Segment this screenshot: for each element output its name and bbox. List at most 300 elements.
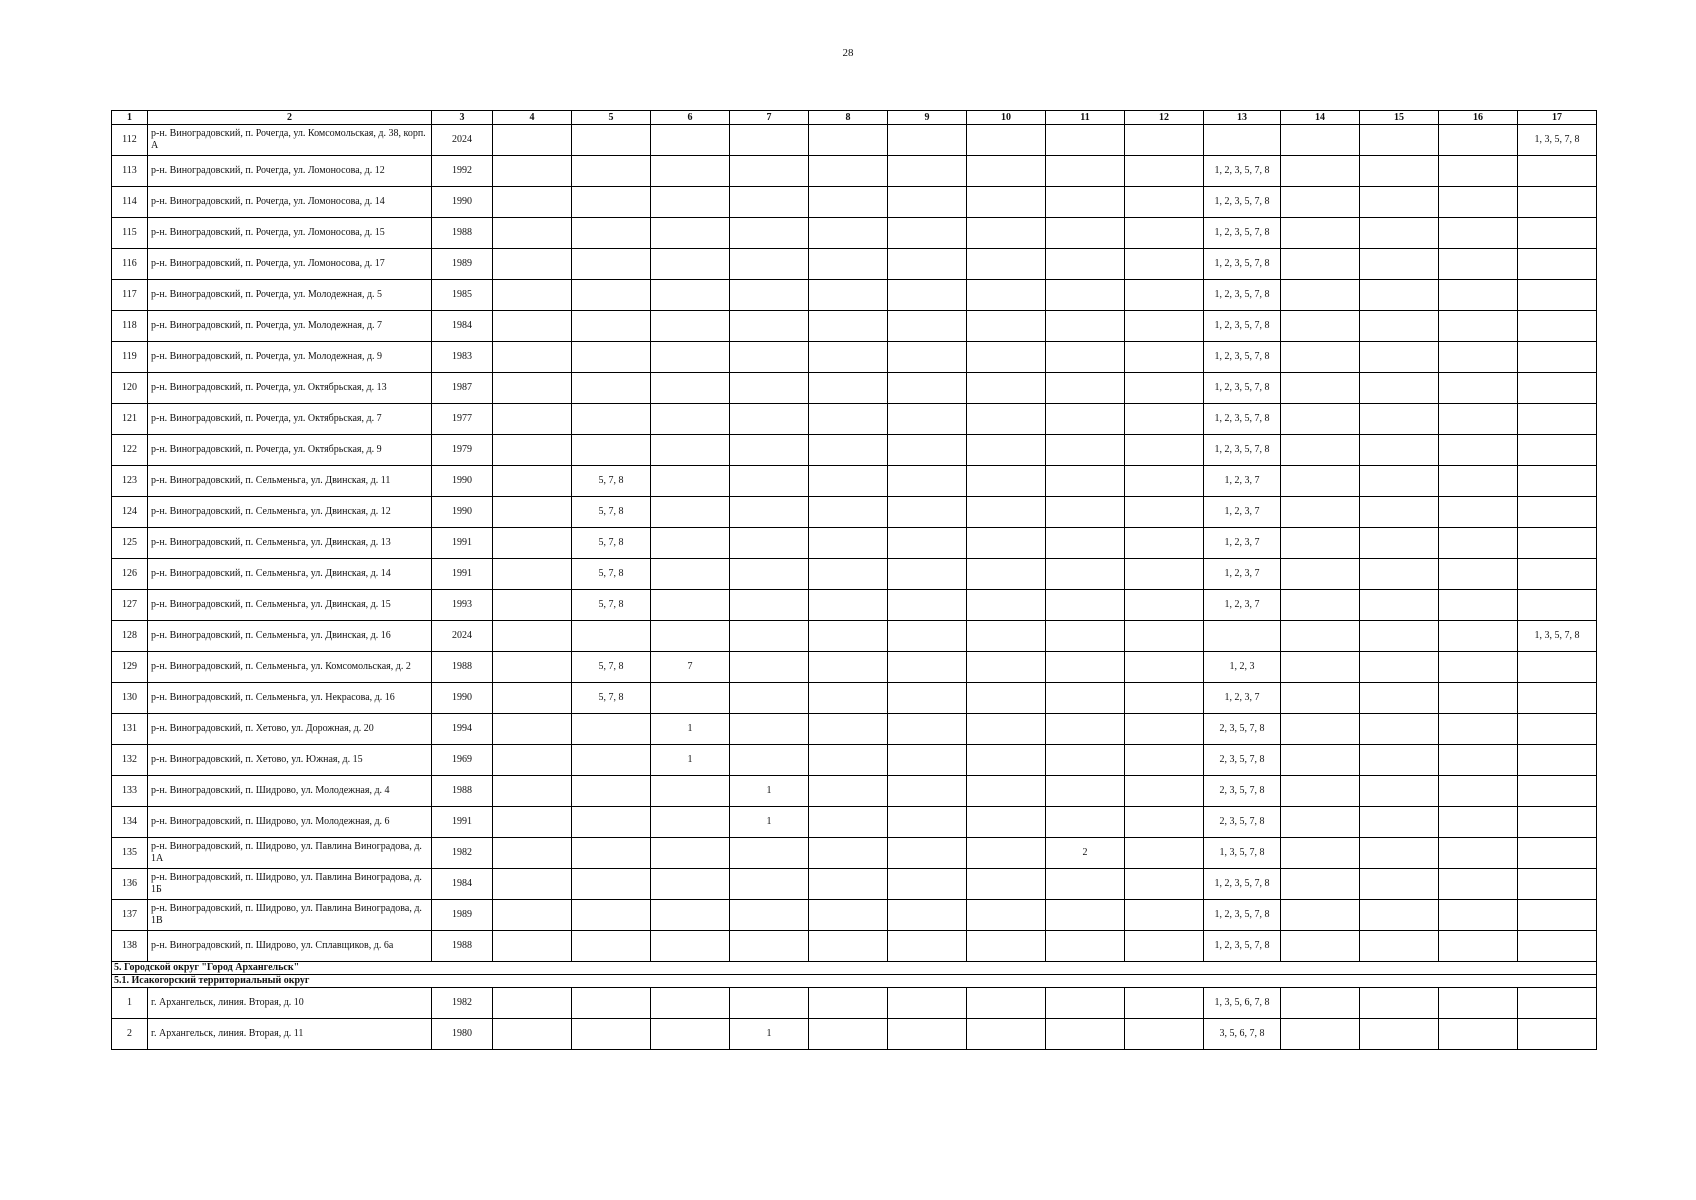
table-cell: [651, 621, 730, 652]
address-cell: р-н. Виноградовский, п. Рочегда, ул. Ломоносова, д. 14: [148, 187, 432, 218]
table-cell: [888, 745, 967, 776]
table-cell: 1980: [432, 1019, 493, 1050]
table-row: [112, 1019, 1597, 1050]
table-cell: [1518, 497, 1597, 528]
table-cell: 137: [112, 900, 148, 931]
table-cell: [493, 466, 572, 497]
table-cell: [1360, 497, 1439, 528]
table-cell: [888, 1019, 967, 1050]
table-cell: [809, 435, 888, 466]
column-header-9: 9: [888, 111, 967, 125]
table-cell: [493, 342, 572, 373]
table-cell: [493, 280, 572, 311]
table-cell: 1982: [432, 838, 493, 869]
table-cell: [1439, 435, 1518, 466]
table-cell: [967, 373, 1046, 404]
column-header-15: 15: [1360, 111, 1439, 125]
table-row: [112, 869, 1597, 900]
table-cell: [809, 466, 888, 497]
table-cell: [967, 342, 1046, 373]
table-cell: [809, 249, 888, 280]
table-cell: [967, 497, 1046, 528]
table-row: [112, 342, 1597, 373]
table-row: [112, 373, 1597, 404]
table-cell: [1281, 280, 1360, 311]
address-cell: р-н. Виноградовский, п. Сельменьга, ул. Двинская, д. 12: [148, 497, 432, 528]
table-cell: 127: [112, 590, 148, 621]
table-cell: [572, 342, 651, 373]
table-cell: [730, 900, 809, 931]
table-cell: [967, 745, 1046, 776]
table-row: [112, 745, 1597, 776]
table-cell: [572, 838, 651, 869]
table-cell: [888, 988, 967, 1019]
table-cell: [493, 559, 572, 590]
table-cell: [1439, 156, 1518, 187]
address-cell: р-н. Виноградовский, п. Рочегда, ул. Ломоносова, д. 12: [148, 156, 432, 187]
table-cell: 1, 3, 5, 7, 8: [1518, 621, 1597, 652]
table-row: [112, 838, 1597, 869]
table-row: [112, 988, 1597, 1019]
table-cell: [1125, 559, 1204, 590]
table-cell: [809, 280, 888, 311]
table-cell: 5, 7, 8: [572, 559, 651, 590]
table-cell: [493, 125, 572, 156]
table-cell: [1281, 931, 1360, 962]
table-cell: [888, 404, 967, 435]
table-cell: 113: [112, 156, 148, 187]
table-cell: [809, 187, 888, 218]
address-cell: р-н. Виноградовский, п. Рочегда, ул. Октябрьская, д. 7: [148, 404, 432, 435]
table-cell: [730, 466, 809, 497]
table-cell: [1125, 683, 1204, 714]
table-cell: [1518, 528, 1597, 559]
table-cell: [651, 373, 730, 404]
table-cell: [1125, 621, 1204, 652]
table-cell: [1125, 1019, 1204, 1050]
table-cell: [1125, 714, 1204, 745]
address-cell: г. Архангельск, линия. Вторая, д. 10: [148, 988, 432, 1019]
table-cell: [967, 311, 1046, 342]
table-cell: [1281, 466, 1360, 497]
table-cell: [1125, 869, 1204, 900]
table-cell: 1, 2, 3, 5, 7, 8: [1204, 187, 1281, 218]
table-cell: [651, 807, 730, 838]
table-cell: [967, 683, 1046, 714]
table-cell: [1518, 931, 1597, 962]
table-cell: [1281, 311, 1360, 342]
table-cell: [1125, 125, 1204, 156]
table-cell: [1439, 404, 1518, 435]
table-cell: 138: [112, 931, 148, 962]
table-cell: [1439, 869, 1518, 900]
table-cell: [1360, 187, 1439, 218]
table-cell: 2: [112, 1019, 148, 1050]
table-cell: 5, 7, 8: [572, 466, 651, 497]
table-cell: 129: [112, 652, 148, 683]
table-row: [112, 435, 1597, 466]
table-cell: 136: [112, 869, 148, 900]
table-cell: 1: [112, 988, 148, 1019]
table-cell: [1439, 931, 1518, 962]
table-cell: [1439, 900, 1518, 931]
table-cell: 1989: [432, 249, 493, 280]
table-cell: [572, 931, 651, 962]
table-cell: [572, 869, 651, 900]
table-cell: [651, 1019, 730, 1050]
table-cell: [1518, 311, 1597, 342]
address-cell: р-н. Виноградовский, п. Шидрово, ул. Павлина Виноградова, д. 1Б: [148, 869, 432, 900]
table-cell: [888, 621, 967, 652]
address-cell: р-н. Виноградовский, п. Рочегда, ул. Октябрьская, д. 9: [148, 435, 432, 466]
table-cell: [1125, 311, 1204, 342]
table-cell: [888, 342, 967, 373]
table-cell: [1204, 125, 1281, 156]
table-cell: [1046, 218, 1125, 249]
table-cell: [809, 497, 888, 528]
table-cell: 1, 2, 3, 7: [1204, 528, 1281, 559]
address-cell: р-н. Виноградовский, п. Рочегда, ул. Молодежная, д. 9: [148, 342, 432, 373]
table-cell: [1439, 218, 1518, 249]
column-header-17: 17: [1518, 111, 1597, 125]
table-cell: [809, 838, 888, 869]
table-cell: [1281, 988, 1360, 1019]
table-cell: [1360, 1019, 1439, 1050]
table-cell: [967, 125, 1046, 156]
table-cell: [493, 714, 572, 745]
table-cell: [967, 404, 1046, 435]
table-cell: [1439, 590, 1518, 621]
table-cell: [809, 869, 888, 900]
table-cell: [888, 125, 967, 156]
table-cell: [1125, 776, 1204, 807]
table-cell: [730, 249, 809, 280]
table-row: [112, 559, 1597, 590]
address-cell: р-н. Виноградовский, п. Сельменьга, ул. Двинская, д. 11: [148, 466, 432, 497]
table-cell: [1360, 776, 1439, 807]
table-cell: 5, 7, 8: [572, 528, 651, 559]
table-cell: [730, 559, 809, 590]
table-cell: [1360, 311, 1439, 342]
table-cell: 1, 2, 3, 7: [1204, 466, 1281, 497]
table-cell: 1, 2, 3, 5, 7, 8: [1204, 869, 1281, 900]
table-cell: [1439, 466, 1518, 497]
table-cell: [967, 249, 1046, 280]
table-cell: [730, 590, 809, 621]
table-cell: [730, 838, 809, 869]
table-cell: [888, 714, 967, 745]
table-cell: [1125, 156, 1204, 187]
table-row: [112, 528, 1597, 559]
table-cell: 2, 3, 5, 7, 8: [1204, 776, 1281, 807]
table-cell: [493, 249, 572, 280]
table-cell: 1, 2, 3, 7: [1204, 683, 1281, 714]
table-cell: 132: [112, 745, 148, 776]
table-cell: [572, 249, 651, 280]
table-cell: [730, 311, 809, 342]
table-cell: 1977: [432, 404, 493, 435]
table-cell: 115: [112, 218, 148, 249]
address-cell: р-н. Виноградовский, п. Сельменьга, ул. Некрасова, д. 16: [148, 683, 432, 714]
table-row: [112, 900, 1597, 931]
table-cell: [888, 249, 967, 280]
table-cell: [1125, 249, 1204, 280]
table-cell: [572, 621, 651, 652]
table-cell: [1046, 988, 1125, 1019]
table-cell: [1281, 838, 1360, 869]
table-cell: 1, 2, 3: [1204, 652, 1281, 683]
address-cell: р-н. Виноградовский, п. Сельменьга, ул. Двинская, д. 15: [148, 590, 432, 621]
table-cell: [572, 404, 651, 435]
table-cell: 131: [112, 714, 148, 745]
table-cell: [730, 125, 809, 156]
table-cell: [809, 776, 888, 807]
address-cell: р-н. Виноградовский, п. Рочегда, ул. Ломоносова, д. 15: [148, 218, 432, 249]
table-row: [112, 931, 1597, 962]
table-cell: [493, 988, 572, 1019]
table-cell: 117: [112, 280, 148, 311]
table-cell: [730, 404, 809, 435]
table-cell: 1, 2, 3, 7: [1204, 559, 1281, 590]
table-cell: [1281, 373, 1360, 404]
table-cell: [1360, 683, 1439, 714]
table-cell: 123: [112, 466, 148, 497]
table-cell: [888, 776, 967, 807]
table-cell: 2: [1046, 838, 1125, 869]
table-cell: [1439, 280, 1518, 311]
table-cell: 1983: [432, 342, 493, 373]
table-cell: [888, 931, 967, 962]
table-cell: [1439, 621, 1518, 652]
table-cell: [493, 745, 572, 776]
table-cell: [572, 776, 651, 807]
table-cell: 1979: [432, 435, 493, 466]
table-row: [112, 187, 1597, 218]
table-cell: [493, 311, 572, 342]
address-cell: р-н. Виноградовский, п. Сельменьга, ул. Комсомольская, д. 2: [148, 652, 432, 683]
table-cell: [1439, 559, 1518, 590]
table-cell: [1518, 807, 1597, 838]
table-cell: [730, 373, 809, 404]
table-cell: [1360, 807, 1439, 838]
table-cell: [493, 373, 572, 404]
section-title: 5. Городской округ "Город Архангельск": [112, 962, 1597, 975]
table-cell: [730, 869, 809, 900]
table-cell: [809, 621, 888, 652]
table-cell: [1360, 373, 1439, 404]
table-cell: [1281, 187, 1360, 218]
table-row: [112, 404, 1597, 435]
table-cell: [1046, 404, 1125, 435]
table-cell: [1046, 156, 1125, 187]
table-cell: [493, 590, 572, 621]
table-cell: 1991: [432, 528, 493, 559]
table-cell: [967, 1019, 1046, 1050]
table-cell: [572, 900, 651, 931]
table-cell: 1990: [432, 683, 493, 714]
table-cell: [1046, 776, 1125, 807]
table-cell: [1439, 988, 1518, 1019]
table-cell: [1046, 311, 1125, 342]
address-cell: р-н. Виноградовский, п. Рочегда, ул. Октябрьская, д. 13: [148, 373, 432, 404]
table-cell: 120: [112, 373, 148, 404]
table-cell: [1439, 528, 1518, 559]
address-cell: р-н. Виноградовский, п. Сельменьга, ул. Двинская, д. 13: [148, 528, 432, 559]
table-cell: [888, 683, 967, 714]
table-cell: [493, 528, 572, 559]
table-cell: [967, 218, 1046, 249]
table-cell: [493, 931, 572, 962]
table-cell: 2024: [432, 125, 493, 156]
table-cell: [888, 497, 967, 528]
column-header-8: 8: [809, 111, 888, 125]
table-cell: 1, 2, 3, 7: [1204, 590, 1281, 621]
table-cell: 124: [112, 497, 148, 528]
table-cell: [1439, 683, 1518, 714]
table-cell: [1360, 280, 1439, 311]
table-cell: [1046, 745, 1125, 776]
table-cell: [1204, 621, 1281, 652]
table-cell: [888, 280, 967, 311]
address-cell: г. Архангельск, линия. Вторая, д. 11: [148, 1019, 432, 1050]
table-cell: [967, 621, 1046, 652]
table-cell: [651, 683, 730, 714]
table-cell: [730, 621, 809, 652]
table-cell: 1991: [432, 807, 493, 838]
table-cell: 1984: [432, 311, 493, 342]
table-cell: [1360, 528, 1439, 559]
column-header-7: 7: [730, 111, 809, 125]
table-cell: [651, 218, 730, 249]
address-cell: р-н. Виноградовский, п. Сельменьга, ул. Двинская, д. 16: [148, 621, 432, 652]
table-cell: [888, 218, 967, 249]
table-cell: [967, 869, 1046, 900]
table-cell: [888, 156, 967, 187]
table-cell: [967, 652, 1046, 683]
table-cell: 5, 7, 8: [572, 590, 651, 621]
table-cell: [1518, 342, 1597, 373]
table-cell: [1518, 652, 1597, 683]
table-cell: [651, 466, 730, 497]
table-cell: [1518, 1019, 1597, 1050]
table-cell: [1281, 342, 1360, 373]
table-cell: [1360, 931, 1439, 962]
table-cell: [809, 590, 888, 621]
table-cell: [967, 776, 1046, 807]
table-row: [112, 218, 1597, 249]
column-header-13: 13: [1204, 111, 1281, 125]
table-cell: [1046, 683, 1125, 714]
table-cell: [1046, 342, 1125, 373]
table-cell: 134: [112, 807, 148, 838]
table-cell: [1125, 218, 1204, 249]
table-cell: [651, 187, 730, 218]
table-cell: [1439, 714, 1518, 745]
table-cell: [1518, 559, 1597, 590]
table-row: [112, 156, 1597, 187]
table-cell: [1281, 249, 1360, 280]
table-cell: [1281, 497, 1360, 528]
table-cell: [967, 988, 1046, 1019]
table-cell: [1046, 590, 1125, 621]
table-cell: [809, 218, 888, 249]
table-cell: [730, 931, 809, 962]
table-cell: [730, 528, 809, 559]
table-cell: [651, 931, 730, 962]
table-cell: 1988: [432, 931, 493, 962]
table-cell: [888, 652, 967, 683]
table-cell: [493, 683, 572, 714]
table-row: [112, 249, 1597, 280]
column-header-11: 11: [1046, 111, 1125, 125]
table-cell: [888, 900, 967, 931]
table-cell: [1518, 218, 1597, 249]
table-cell: [1439, 125, 1518, 156]
column-header-4: 4: [493, 111, 572, 125]
table-cell: 1, 2, 3, 5, 7, 8: [1204, 311, 1281, 342]
table-cell: 1987: [432, 373, 493, 404]
table-cell: [1360, 838, 1439, 869]
table-cell: [1125, 590, 1204, 621]
table-cell: [1360, 156, 1439, 187]
table-row: [112, 125, 1597, 156]
table-cell: [730, 745, 809, 776]
table-cell: [651, 156, 730, 187]
table-cell: [1360, 745, 1439, 776]
table-cell: [1125, 988, 1204, 1019]
table-cell: [730, 280, 809, 311]
table-row: [112, 652, 1597, 683]
table-cell: [651, 497, 730, 528]
table-cell: [572, 1019, 651, 1050]
table-cell: [651, 125, 730, 156]
column-header-1: 1: [112, 111, 148, 125]
table-cell: [651, 280, 730, 311]
table-cell: [1360, 218, 1439, 249]
table-cell: [967, 807, 1046, 838]
table-cell: [572, 807, 651, 838]
table-cell: 5, 7, 8: [572, 497, 651, 528]
table-cell: [888, 373, 967, 404]
table-cell: [967, 466, 1046, 497]
table-cell: [572, 187, 651, 218]
table-row: [112, 280, 1597, 311]
table-cell: 1, 2, 3, 5, 7, 8: [1204, 931, 1281, 962]
table-cell: [1281, 807, 1360, 838]
address-cell: р-н. Виноградовский, п. Шидрово, ул. Молодежная, д. 4: [148, 776, 432, 807]
table-cell: [1518, 900, 1597, 931]
table-cell: [651, 869, 730, 900]
table-body: [112, 125, 1597, 1050]
table-cell: [1439, 311, 1518, 342]
table-cell: 1988: [432, 652, 493, 683]
column-header-5: 5: [572, 111, 651, 125]
table-cell: [651, 988, 730, 1019]
table-cell: [1125, 807, 1204, 838]
table-cell: [1281, 559, 1360, 590]
table-row: [112, 683, 1597, 714]
table-cell: [809, 745, 888, 776]
table-cell: [967, 156, 1046, 187]
address-cell: р-н. Виноградовский, п. Шидрово, ул. Павлина Виноградова, д. 1А: [148, 838, 432, 869]
table-cell: 1: [651, 745, 730, 776]
table-cell: [1439, 652, 1518, 683]
table-cell: [1518, 187, 1597, 218]
table-cell: [888, 466, 967, 497]
table-cell: [1281, 435, 1360, 466]
column-header-12: 12: [1125, 111, 1204, 125]
table-cell: 3, 5, 6, 7, 8: [1204, 1019, 1281, 1050]
